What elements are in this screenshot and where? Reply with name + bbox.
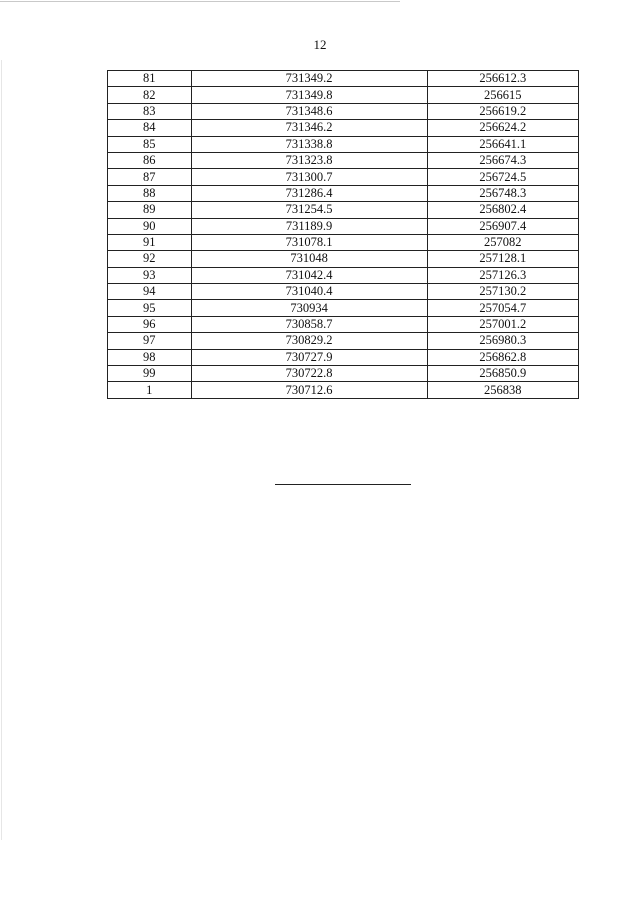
table-row <box>108 382 579 398</box>
point-number-cell: 89 <box>108 202 192 218</box>
scan-edge-left <box>1 60 2 840</box>
point-number-cell: 85 <box>108 136 192 152</box>
point-number-cell: 97 <box>108 333 192 349</box>
coordinates-table <box>107 70 579 399</box>
x-coordinate-cell: 731323.8 <box>191 152 427 168</box>
y-coordinate-cell: 256907.4 <box>427 218 578 234</box>
table-row <box>108 152 579 168</box>
y-coordinate-cell: 256641.1 <box>427 136 578 152</box>
x-coordinate-cell: 730829.2 <box>191 333 427 349</box>
x-coordinate-cell: 731349.8 <box>191 87 427 103</box>
point-number-cell: 86 <box>108 152 192 168</box>
y-coordinate-cell: 256674.3 <box>427 152 578 168</box>
x-coordinate-cell: 731338.8 <box>191 136 427 152</box>
table-row <box>108 218 579 234</box>
page-number: 12 <box>313 37 327 52</box>
table-row <box>108 202 579 218</box>
point-number-cell: 92 <box>108 251 192 267</box>
x-coordinate-cell: 731286.4 <box>191 185 427 201</box>
y-coordinate-cell: 257001.2 <box>427 316 578 332</box>
y-coordinate-cell: 256862.8 <box>427 349 578 365</box>
point-number-cell: 95 <box>108 300 192 316</box>
scan-edge-top <box>0 1 400 2</box>
x-coordinate-cell: 730712.6 <box>191 382 427 398</box>
table-row <box>108 103 579 119</box>
point-number-cell: 93 <box>108 267 192 283</box>
point-number-cell: 99 <box>108 366 192 382</box>
point-number-cell: 98 <box>108 349 192 365</box>
x-coordinate-cell: 730858.7 <box>191 316 427 332</box>
x-coordinate-cell: 731348.6 <box>191 103 427 119</box>
point-number-cell: 84 <box>108 120 192 136</box>
y-coordinate-cell: 257126.3 <box>427 267 578 283</box>
point-number-cell: 90 <box>108 218 192 234</box>
table-row <box>108 185 579 201</box>
y-coordinate-cell: 256850.9 <box>427 366 578 382</box>
y-coordinate-cell: 256980.3 <box>427 333 578 349</box>
y-coordinate-cell: 257082 <box>427 234 578 250</box>
x-coordinate-cell: 730727.9 <box>191 349 427 365</box>
x-coordinate-cell: 731048 <box>191 251 427 267</box>
point-number-cell: 83 <box>108 103 192 119</box>
point-number-cell: 81 <box>108 71 192 87</box>
table-row <box>108 120 579 136</box>
point-number-cell: 96 <box>108 316 192 332</box>
x-coordinate-cell: 731078.1 <box>191 234 427 250</box>
x-coordinate-cell: 730722.8 <box>191 366 427 382</box>
y-coordinate-cell: 256615 <box>427 87 578 103</box>
table-row <box>108 169 579 185</box>
point-number-cell: 91 <box>108 234 192 250</box>
point-number-cell: 94 <box>108 284 192 300</box>
y-coordinate-cell: 256748.3 <box>427 185 578 201</box>
y-coordinate-cell: 256724.5 <box>427 169 578 185</box>
y-coordinate-cell: 256838 <box>427 382 578 398</box>
x-coordinate-cell: 731254.5 <box>191 202 427 218</box>
point-number-cell: 88 <box>108 185 192 201</box>
point-number-cell: 1 <box>108 382 192 398</box>
x-coordinate-cell: 731189.9 <box>191 218 427 234</box>
point-number-cell: 82 <box>108 87 192 103</box>
table-row <box>108 87 579 103</box>
table-row <box>108 300 579 316</box>
table-row <box>108 316 579 332</box>
x-coordinate-cell: 731346.2 <box>191 120 427 136</box>
table-row <box>108 234 579 250</box>
table-row <box>108 333 579 349</box>
table-row <box>108 251 579 267</box>
table-row <box>108 349 579 365</box>
table-row <box>108 267 579 283</box>
point-number-cell: 87 <box>108 169 192 185</box>
y-coordinate-cell: 256612.3 <box>427 71 578 87</box>
y-coordinate-cell: 257054.7 <box>427 300 578 316</box>
x-coordinate-cell: 730934 <box>191 300 427 316</box>
coordinates-table-body <box>108 71 579 399</box>
table-row <box>108 136 579 152</box>
x-coordinate-cell: 731300.7 <box>191 169 427 185</box>
table-row <box>108 71 579 87</box>
x-coordinate-cell: 731042.4 <box>191 267 427 283</box>
end-of-table-rule <box>275 484 411 485</box>
y-coordinate-cell: 257130.2 <box>427 284 578 300</box>
y-coordinate-cell: 256802.4 <box>427 202 578 218</box>
table-row <box>108 284 579 300</box>
y-coordinate-cell: 256624.2 <box>427 120 578 136</box>
x-coordinate-cell: 731040.4 <box>191 284 427 300</box>
table-row <box>108 366 579 382</box>
y-coordinate-cell: 257128.1 <box>427 251 578 267</box>
x-coordinate-cell: 731349.2 <box>191 71 427 87</box>
y-coordinate-cell: 256619.2 <box>427 103 578 119</box>
